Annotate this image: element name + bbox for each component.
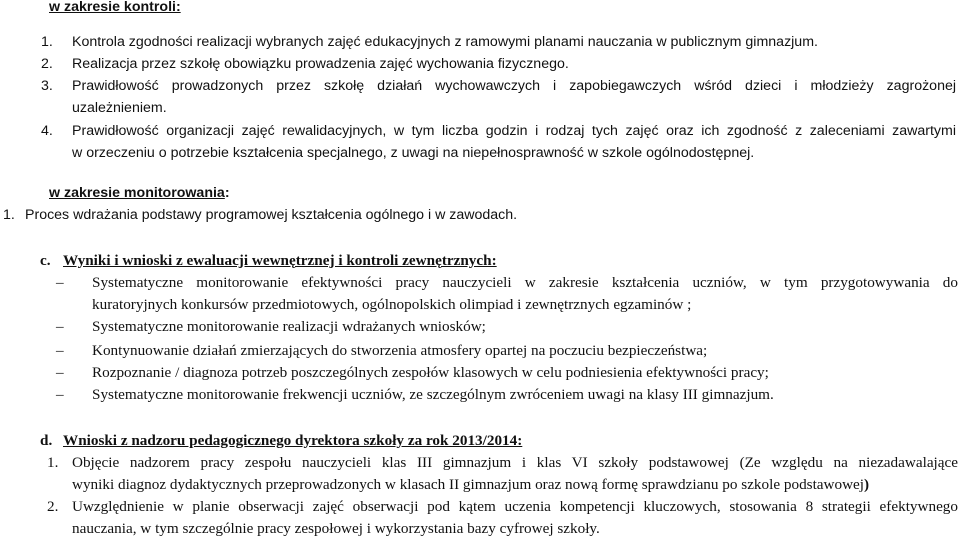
item-number: 1. xyxy=(41,34,53,50)
dash-marker: – xyxy=(56,386,64,403)
item-text: Realizacja przez szkołę obowiązku prowadzenia zajęć wychowania fizycznego. xyxy=(72,56,569,72)
dash-marker: – xyxy=(56,342,64,359)
item-number: 3. xyxy=(41,78,53,94)
closing-parenthesis: ) xyxy=(864,476,870,493)
section-letter: c. xyxy=(40,252,51,269)
monitoring-heading xyxy=(49,182,230,204)
section-title: Wnioski z nadzoru pedagogicznego dyrektora szkoły za rok 2013/2014: xyxy=(63,432,523,449)
item-text-continued-main: wyniki diagnoz dydaktycznych przeprowadzonych w klasach II gimnazjum oraz nową formę sprawdzianu po szkole podstawowej xyxy=(72,476,865,493)
item-text: Systematyczne monitorowanie efektywności pracy nauczycieli w zakresie kształcenia uczniów, w tym przygotowywania do xyxy=(92,274,958,291)
dash-marker: – xyxy=(56,274,64,291)
monitoring-heading-text: w zakresie monitorowania xyxy=(49,185,225,201)
section-letter: d. xyxy=(40,432,53,449)
item-text: Systematyczne monitorowanie realizacji wdrażanych wniosków; xyxy=(92,318,486,335)
item-text: Proces wdrażania podstawy programowej kształcenia ogólnego i w zawodach. xyxy=(25,207,518,223)
item-text: Objęcie nadzorem pracy zespołu nauczycieli klas III gimnazjum i klas VI szkoły podstawowej (Ze względu na niezadawalające xyxy=(72,454,958,471)
item-text-continued: uzależnieniem. xyxy=(72,100,167,116)
dash-marker: – xyxy=(56,318,64,335)
item-text: Systematyczne monitorowanie frekwencji uczniów, ze szczególnym zwróceniem uwagi na klasy III gimnazjum. xyxy=(92,386,774,403)
control-heading: w zakresie kontroli: xyxy=(49,0,181,15)
item-text: Rozpoznanie / diagnoza potrzeb poszczególnych zespołów klasowych w celu podniesienia efektywności pracy; xyxy=(92,364,769,381)
monitoring-heading-colon: : xyxy=(224,185,230,201)
item-text-continued: nauczania, w tym szczególnie pracy zespołowej i wykorzystania bazy cyfrowej szkoły. xyxy=(72,520,600,537)
item-text-continued: w orzeczeniu o potrzebie kształcenia specjalnego, z uwagi na niepełnosprawność w szkole ogólnodostępnej. xyxy=(72,145,755,161)
item-text: Prawidłowość organizacji zajęć rewalidacyjnych, w tym liczba godzin i rodzaj tych zajęć oraz ich zgodność z zaleceniami zawartymi xyxy=(72,123,956,139)
item-text: Prawidłowość prowadzonych przez szkołę działań wychowawczych i zapobiegawczych wśród dzieci i młodzieży zagrożonej xyxy=(72,78,956,94)
item-number: 2. xyxy=(47,498,59,515)
dash-marker: – xyxy=(56,364,64,381)
item-text-continued: kuratoryjnych konkursów przedmiotowych, ogólnopolskich olimpiad i zewnętrznych egzaminów ; xyxy=(92,296,692,313)
item-number: 1. xyxy=(3,207,15,223)
item-number: 4. xyxy=(41,123,53,139)
item-text: Kontrola zgodności realizacji wybranych zajęć edukacyjnych z ramowymi planami nauczania w publicznym gimnazjum. xyxy=(72,34,818,50)
item-text: Kontynuowanie działań zmierzających do stworzenia atmosfery opartej na poczuciu bezpieczeństwa; xyxy=(92,342,708,359)
item-text-continued xyxy=(72,474,869,496)
item-number: 2. xyxy=(41,56,53,72)
item-number: 1. xyxy=(47,454,59,471)
item-text: Uwzględnienie w planie obserwacji zajęć obserwacji pod kątem uczenia kompetencji kluczowych, stosowania 8 strategii efektywnego xyxy=(72,498,958,515)
section-title: Wyniki i wnioski z ewaluacji wewnętrznej i kontroli zewnętrznych: xyxy=(63,252,497,269)
